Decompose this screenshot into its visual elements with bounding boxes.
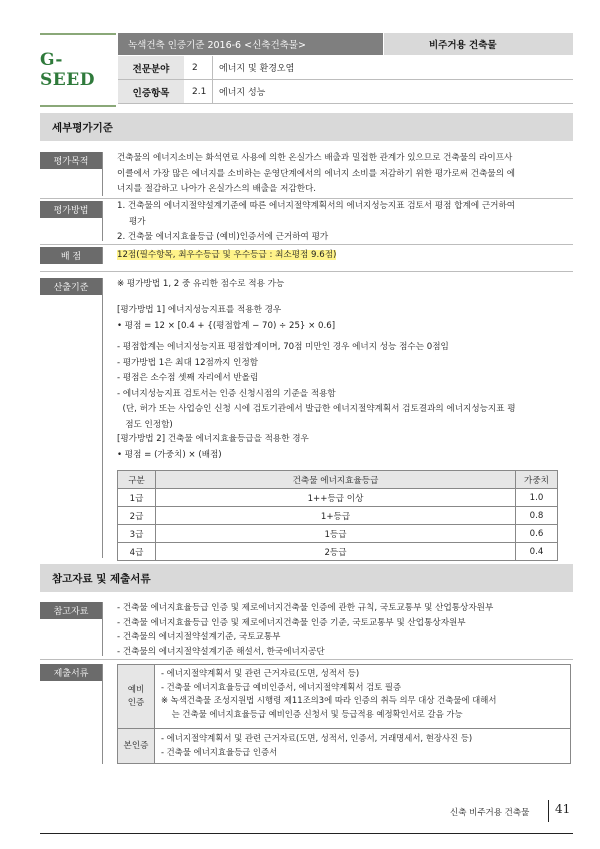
table-row (118, 489, 558, 507)
divider (102, 201, 103, 241)
column-header: 구분 (118, 471, 156, 489)
field-number: 2 (192, 62, 198, 73)
main-cert-key: 본인증 (118, 729, 155, 763)
reference-item: - 건축물 에너지효율등급 인증 및 제로에너지건축물 인증 기준, 국토교통부 및 산업통상자원부 (117, 617, 466, 628)
item-row (118, 80, 573, 104)
column-header: 가중치 (516, 471, 558, 489)
divider (102, 152, 103, 196)
method-text (117, 199, 572, 246)
doc-item: 는 건축물 에너지효율등급 예비인증 신청서 및 등급적용 예정확인서로 갈음 가능 (161, 708, 463, 719)
divider (102, 664, 103, 764)
note-line: - 평가방법 1은 최대 12점까지 인정함 (117, 357, 259, 368)
calc-method-1 (117, 303, 572, 334)
text-line: 2. 건축물 에너지효율등급 (예비)인증서에 근거하여 평가 (117, 232, 329, 242)
pre-cert-key: 예비 인증 (118, 665, 155, 729)
table-cell: 2등급 (156, 543, 516, 561)
text-line: 너지를 절감하고 나아가 온실가스의 배출을 저감한다. (117, 184, 317, 194)
table-row (118, 525, 558, 543)
method-2-formula: • 평점 = (가중치) × (배점) (117, 449, 222, 460)
doc-item: - 건축물 에너지효율등급 인증서 (161, 746, 278, 757)
method-1-title: [평가방법 1] 에너지성능지표를 적용한 경우 (117, 305, 282, 315)
field-value: 에너지 및 환경오염 (219, 64, 295, 74)
references-tag: 참고자료 (40, 602, 102, 619)
gseed-logo: G-SEED (40, 33, 116, 107)
doc-item: - 에너지절약계획서 및 관련 근거자료(도면, 성적서 등) (161, 668, 360, 678)
footer-divider (548, 800, 549, 822)
references-list (117, 601, 572, 659)
text-line: 평가 (129, 216, 146, 227)
table-header-row (118, 471, 558, 489)
table-cell: 0.8 (516, 507, 558, 525)
table-cell: 1.0 (516, 489, 558, 507)
table-row (118, 543, 558, 561)
calc-tag: 산출기준 (40, 278, 102, 295)
footer-text: 신축 비주거용 건축물 (450, 808, 530, 818)
grade-table (117, 470, 558, 561)
reference-item: - 건축물 에너지효율등급 인증 및 제로에너지건축물 인증에 관한 규칙, 국토교통부 및 산업통상자원부 (117, 603, 494, 613)
item-value: 에너지 성능 (219, 88, 266, 98)
table-row (118, 507, 558, 525)
method-1-formula: • 평점 = 12 × [0.4 + {(평점합계 − 70) ÷ 25} × 0.6] (117, 320, 336, 331)
note-line: - 평점합계는 에너지성능지표 평점합계이며, 70점 미만인 경우 에너지 성능 점수는 0점임 (117, 342, 449, 352)
text-line: 건축물의 에너지소비는 화석연료 사용에 의한 온실가스 배출과 밀접한 관계가 있으므로 건축물의 라이프사 (117, 153, 513, 163)
divider (40, 271, 573, 272)
divider (40, 659, 573, 660)
calc-method-2 (117, 432, 572, 463)
table-cell: 0.6 (516, 525, 558, 543)
table-cell: 0.4 (516, 543, 558, 561)
note-line: 점도 인정함) (117, 419, 173, 430)
divider (102, 278, 103, 558)
calc-notes (117, 340, 572, 433)
table-cell: 1+등급 (156, 507, 516, 525)
doc-item: - 건축물 에너지효율등급 예비인증서, 에너지절약계획서 검토 필증 (161, 681, 402, 692)
item-key: 인증항목 (118, 80, 184, 103)
purpose-text (117, 151, 572, 198)
field-key: 전문분야 (118, 56, 184, 79)
note-line: (단, 허가 또는 사업승인 신청 시에 검토기관에서 발급한 에너지절약계획서 검토결과의 에너지성능지표 평 (117, 404, 516, 414)
divider (155, 728, 571, 729)
score-tag: 배 점 (40, 247, 102, 264)
submission-box (117, 664, 571, 764)
score-highlight: 12점(필수항목, 최우수등급 및 우수등급 : 최소평점 9.6점) (117, 250, 337, 260)
text-line: 이클에서 가장 많은 에너지를 소비하는 운영단계에서의 에너지 소비를 저감하기 위한 평가로써 건축물의 에 (117, 168, 516, 179)
text-line: 1. 건축물의 에너지절약설계기준에 따른 에너지절약계획서의 에너지성능지표 검토서 평점 합계에 근거하여 (117, 201, 516, 211)
building-category: 비주거용 건축물 (384, 33, 573, 55)
main-cert-docs (161, 732, 472, 759)
note-line: - 평점은 소수점 셋째 자리에서 반올림 (117, 373, 259, 383)
column-header: 건축물 에너지효율등급 (156, 471, 516, 489)
table-cell: 2급 (118, 507, 156, 525)
method-tag: 평가방법 (40, 201, 102, 218)
table-cell: 4급 (118, 543, 156, 561)
document-title: 녹색건축 인증기준 2016-6 <신축건축물> (118, 33, 383, 55)
table-cell: 1급 (118, 489, 156, 507)
table-cell: 3급 (118, 525, 156, 543)
section-references: 참고자료 및 제출서류 (40, 564, 573, 592)
section-detail-criteria: 세부평가기준 (40, 113, 573, 141)
calc-intro: ※ 평가방법 1, 2 중 유리한 점수로 적용 가능 (117, 279, 285, 289)
divider (40, 244, 573, 245)
divider (102, 602, 103, 656)
table-cell: 1등급 (156, 525, 516, 543)
submission-tag: 제출서류 (40, 664, 102, 681)
reference-item: - 건축물의 에너지절약설계기준, 국토교통부 (117, 632, 281, 642)
pre-cert-docs (161, 667, 496, 721)
doc-item: - 에너지절약계획서 및 관련 근거자료(도면, 성적서, 인증서, 거래명세서, 현장사진 등) (161, 733, 473, 743)
page-number: 41 (555, 802, 571, 816)
note-line: - 에너지성능지표 검토서는 인증 신청시점의 기준을 적용함 (117, 388, 336, 399)
field-row (118, 56, 573, 80)
score-text (117, 248, 572, 264)
table-cell: 1++등급 이상 (156, 489, 516, 507)
item-number: 2.1 (192, 86, 207, 97)
doc-item: ※ 녹색건축물 조성지원법 시행령 제11조의3에 따라 인증의 취득 의무 대상 건축물에 대해서 (161, 695, 497, 705)
footer-rule (40, 833, 573, 834)
divider (102, 247, 103, 264)
method-2-title: [평가방법 2] 건축물 에너지효율등급을 적용한 경우 (117, 434, 309, 444)
purpose-tag: 평가목적 (40, 152, 102, 169)
reference-item: - 건축물의 에너지절약설계기준 해설서, 한국에너지공단 (117, 646, 325, 657)
